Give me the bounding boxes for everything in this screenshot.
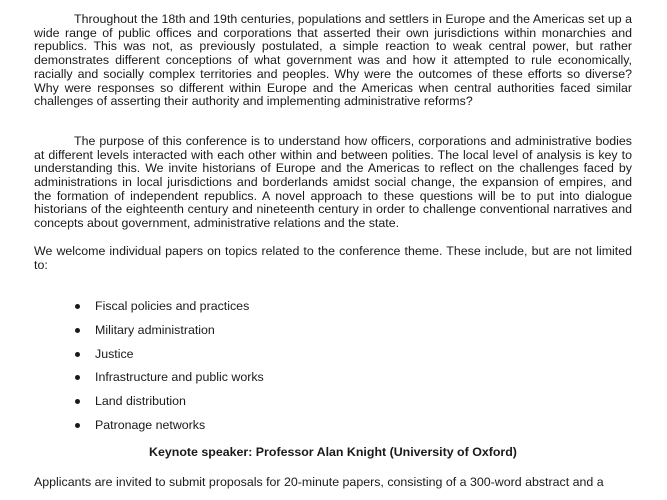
topics-intro-paragraph: We welcome individual papers on topics related to the conference theme. These include, but are not limited to: xyxy=(34,243,632,272)
bullet-icon xyxy=(75,375,80,380)
keynote-heading: Keynote speaker: Professor Alan Knight (University of Oxford) xyxy=(149,445,517,460)
bullet-icon xyxy=(75,352,80,357)
topics-list xyxy=(34,299,632,441)
list-item xyxy=(34,323,632,347)
topic-label: Patronage networks xyxy=(95,417,206,432)
topic-label: Fiscal policies and practices xyxy=(95,299,250,314)
topic-label: Justice xyxy=(95,346,134,361)
document-page xyxy=(34,13,632,490)
list-item xyxy=(34,299,632,323)
topic-label: Military administration xyxy=(95,322,215,337)
list-item xyxy=(34,418,632,442)
list-item xyxy=(34,347,632,371)
intro-paragraph: Throughout the 18th and 19th centuries, populations and settlers in Europe and the Americas set up a wide range of public offices and corporations that asserted their own jurisdictions within monarchies and republics. This was not, as previously postulated, a simple reaction to weak central power, but rather demonstrates different conceptions of what government was and how it attempted to rule economically, racially and socially complex territories and peoples. Why were the outcomes of these efforts so diverse? Why were responses so different within Europe and the Americas when central authorities faced similar challenges of asserting their authority and implementing administrative reforms? xyxy=(34,12,632,109)
list-item xyxy=(34,370,632,394)
applicants-paragraph: Applicants are invited to submit proposals for 20-minute papers, consisting of a 300-word abstract and a xyxy=(34,475,604,490)
bullet-icon xyxy=(75,423,80,428)
purpose-paragraph: The purpose of this conference is to understand how officers, corporations and administrative bodies at different levels interacted with each other within and between polities. The local level of analysis is key to understanding this. We invite historians of Europe and the Americas to reflect on the challenges faced by administrations in local jurisdictions and borderlands amidst social change, the expansion of empires, and the formation of independent republics. A novel approach to these questions will be to put into dialogue historians of the eighteenth century and nineteenth century in order to challenge conventional narratives and concepts about government, administrative relations and the state. xyxy=(34,133,632,231)
bullet-icon xyxy=(75,328,80,333)
list-item xyxy=(34,394,632,418)
topic-label: Land distribution xyxy=(95,394,186,408)
bullet-icon xyxy=(75,399,80,404)
topic-label: Infrastructure and public works xyxy=(95,370,264,385)
bullet-icon xyxy=(75,304,80,309)
